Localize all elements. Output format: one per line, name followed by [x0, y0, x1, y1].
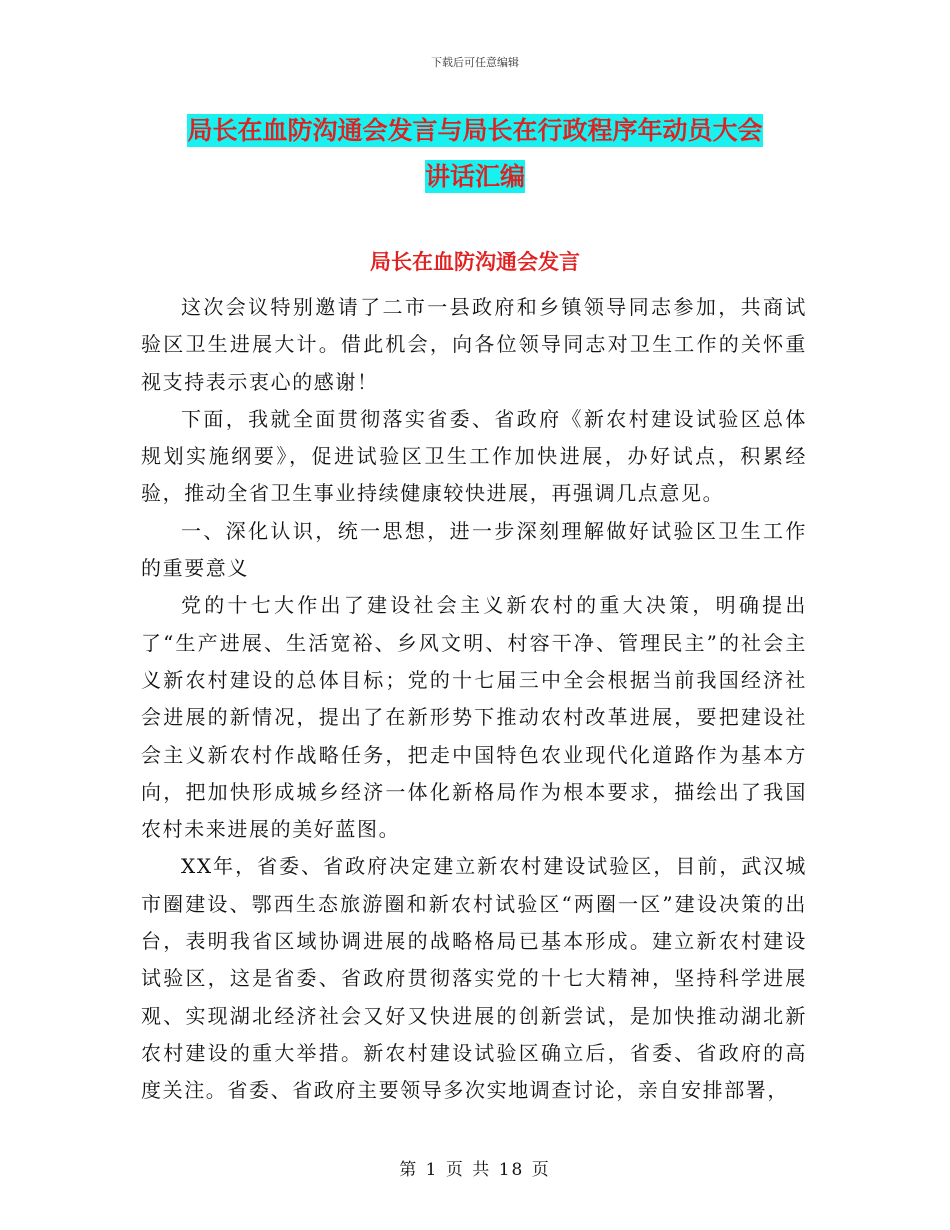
paragraph: 党的十七大作出了建设社会主义新农村的重大决策，明确提出了“生产进展、生活宽裕、乡风文明、村容干净、管理民主”的社会主义新农村建设的总体目标；党的十七届三中全会根据当前我国经济社会进展的新情况，提出了在新形势下推动农村改革进展，要把建设社会主义新农村作战略任务，把走中国特色农业现代化道路作为基本方向，把加快形成城乡经济一体化新格局作为根本要求，描绘出了我国农村未来进展的美好蓝图。 — [141, 593, 807, 842]
paragraph: 这次会议特别邀请了二市一县政府和乡镇领导同志参加，共商试验区卫生进展大计。借此机会，向各位领导同志对卫生工作的关怀重视支持表示衷心的感谢！ — [141, 295, 807, 394]
body-text — [141, 289, 807, 1110]
page-indicator: 第 1 页 共 18 页 — [399, 1160, 551, 1180]
document-title-line-1: 局长在血防沟通会发言与局长在行政程序年动员大会 — [187, 116, 763, 145]
header-note: 下载后可任意编辑 — [431, 56, 519, 69]
paragraph: 下面，我就全面贯彻落实省委、省政府《新农村建设试验区总体规划实施纲要》，促进试验区卫生工作加快进展，办好试点，积累经验，推动全省卫生事业持续健康较快进展，再强调几点意见。 — [141, 406, 807, 506]
paragraph-heading: 一、深化认识，统一思想，进一步深刻理解做好试验区卫生工作的重要意义 — [141, 518, 807, 581]
section-title: 局长在血防沟通会发言 — [370, 250, 580, 274]
document-title — [140, 108, 810, 200]
document-title-line-2: 讲话汇编 — [424, 162, 525, 191]
paragraph: XX年，省委、省政府决定建立新农村建设试验区，目前，武汉城市圈建设、鄂西生态旅游圈和新农村试验区“两圈一区”建设决策的出台，表明我省区域协调进展的战略格局已基本形成。建立新农村建设试验区，这是省委、省政府贯彻落实党的十七大精神，坚持科学进展观、实现湖北经济社会又好又快进展的创新尝试，是加快推动湖北新农村建设的重大举措。新农村建设试验区确立后，省委、省政府的高度关注。省委、省政府主要领导多次实地调查讨论，亲自安排部署， — [141, 854, 807, 1103]
